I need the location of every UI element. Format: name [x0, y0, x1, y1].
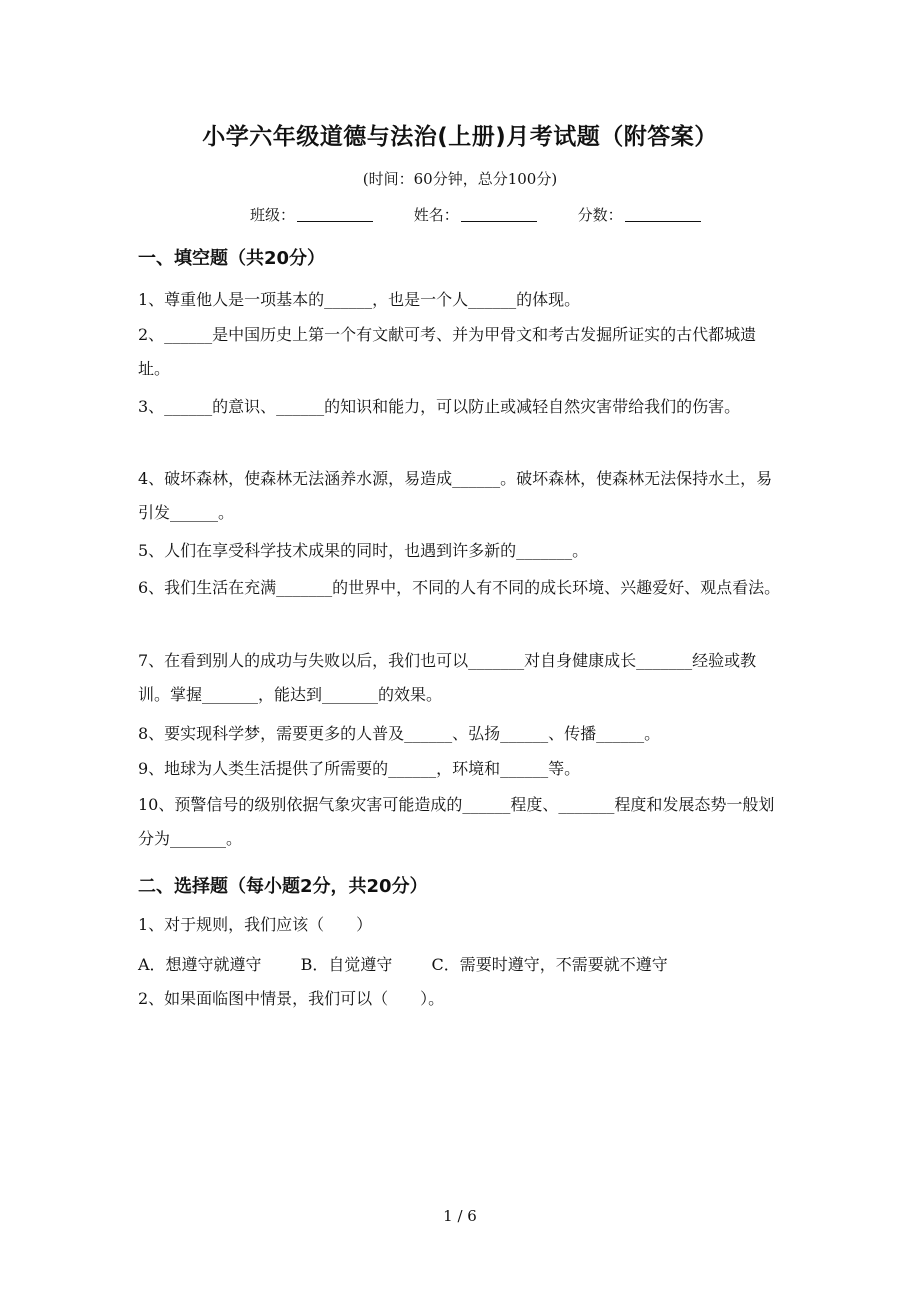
question-item: 10、预警信号的级别依据气象灾害可能造成的______程度、_______程度和发展态势一般划分为_______。 — [138, 795, 775, 848]
score-label: 分数： — [577, 206, 623, 224]
option-a: A．想遵守就遵守 — [138, 955, 262, 974]
section-heading-multiple-choice: 二、选择题（每小题2分，共20分） — [138, 876, 428, 897]
question-item: 5、人们在享受科学技术成果的同时，也遇到许多新的_______。 — [138, 541, 589, 560]
question-item: 4、破坏森林，使森林无法涵养水源，易造成______。破坏森林，使森林无法保持水土，易引发______。 — [138, 469, 773, 522]
page-title: 小学六年级道德与法治(上册)月考试题（附答案） — [202, 124, 718, 150]
question-item: 2、如果面临图中情景，我们可以（ ）。 — [138, 989, 445, 1008]
question-item: 7、在看到别人的成功与失败以后，我们也可以_______对自身健康成长_______经验或教训。掌握_______，能达到_______的效果。 — [138, 651, 757, 704]
question-item: 9、地球为人类生活提供了所需要的______，环境和______等。 — [138, 759, 581, 778]
class-blank — [297, 207, 373, 222]
question-item: 8、要实现科学梦，需要更多的人普及______、弘扬______、传播______。 — [138, 724, 661, 743]
score-blank — [625, 207, 701, 222]
question-item: 6、我们生活在充满_______的世界中，不同的人有不同的成长环境、兴趣爱好、观点看法。 — [138, 578, 781, 597]
score-field — [578, 204, 701, 225]
name-label: 姓名： — [413, 206, 459, 224]
exam-time-info: (时间：60分钟，总分100分) — [362, 170, 558, 188]
name-blank — [461, 207, 537, 222]
option-c: C．需要时遵守，不需要就不遵守 — [431, 955, 668, 974]
class-field — [250, 204, 373, 225]
question-item: 3、______的意识、______的知识和能力，可以防止或减轻自然灾害带给我们的伤害。 — [138, 397, 741, 416]
student-info-row — [250, 204, 737, 225]
question-item: 1、对于规则，我们应该（ ） — [138, 915, 373, 934]
question-item: 2、______是中国历史上第一个有文献可考、并为甲骨文和考古发掘所证实的古代都城遗址。 — [138, 325, 757, 378]
answer-options — [138, 952, 702, 975]
option-b: B．自觉遵守 — [300, 955, 393, 974]
class-label: 班级： — [250, 206, 296, 224]
section-heading-fill-in: 一、填空题（共20分） — [138, 248, 326, 269]
page-number: 1 / 6 — [443, 1207, 477, 1225]
question-item: 1、尊重他人是一项基本的______，也是一个人______的体现。 — [138, 290, 581, 309]
name-field — [414, 204, 537, 225]
